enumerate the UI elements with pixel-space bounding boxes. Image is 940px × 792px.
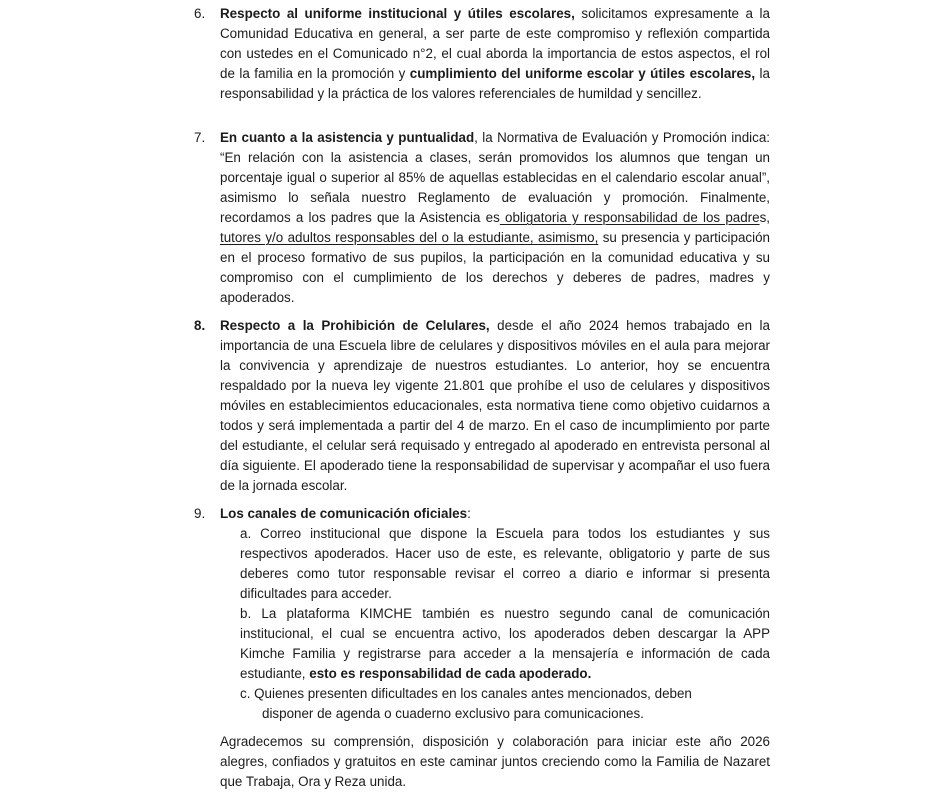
item-7-paragraph: En cuanto a la asistencia y puntualidad, la Normativa de Evaluación y Promoción indica: “En relación con la asistencia a clases, serán promovidos los alumnos que tengan un porcentaje igual o superior al 85% de aquellas establecidas en el calendario escolar anual”, asimismo lo señala nuestro Reglamento de evaluación y promoción. Finalmente, recordamos a los padres que la Asistencia es obligatoria y responsabilidad de los padres, tutores y/o adultos responsables del o la estudiante, asimismo, su presencia y participación en el proceso formativo de sus pupilos, la participación en la comunidad educativa y su compromiso con el cumplimiento de los derechos y deberes de padres, madres y apoderados. — [220, 130, 770, 305]
subitem-b-paragraph: b. La plataforma KIMCHE también es nuestro segundo canal de comunicación institucional, el cual se encuentra activo, los apoderados deben descargar la APP Kimche Familia y registrarse para acceder a la mensajería e información de cada estudiante, esto es responsabilidad de cada apoderado. — [240, 606, 770, 681]
item-8-body — [220, 316, 770, 496]
item-8-paragraph: Respecto a la Prohibición de Celulares, desde el año 2024 hemos trabajado en la importancia de una Escuela libre de celulares y dispositivos móviles en el aula para mejorar la convivencia y aprendizaje de nuestros estudiantes. Lo anterior, hoy se encuentra respaldado por la nueva ley vigente 21.801 que prohíbe el uso de celulares y dispositivos móviles en establecimientos educacionales, esta normativa tiene como objetivo cuidarnos a todos y será implementada a partir del 4 de marzo. En el caso de incumplimiento por parte del estudiante, el celular será requisado y entregado al apoderado en entrevista personal al día siguiente. El apoderado tiene la responsabilidad de supervisar y acompañar el uso fuera de la jornada escolar. — [220, 318, 770, 493]
item-6-body — [220, 4, 770, 104]
item-9-heading: Los canales de comunicación oficiales: — [220, 506, 471, 521]
list-item-9 — [194, 504, 770, 724]
item-number-8: 8. — [194, 318, 206, 333]
list-item-7 — [194, 128, 770, 308]
subitem-a-paragraph: a. Correo institucional que dispone la Escuela para todos los estudiantes y sus respectivos apoderados. Hacer uso de este, es relevante, obligatorio y parte de sus deberes como tutor responsable revisar el correo a diario e informar si presenta dificultades para acceder. — [240, 526, 770, 601]
list-item-6 — [194, 4, 770, 104]
subitem-c-line-2: disponer de agenda o cuaderno exclusivo para comunicaciones. — [262, 706, 644, 721]
item-7-body — [220, 128, 770, 308]
item-9-subitems — [240, 524, 770, 724]
subitem-c-line-1: c. Quienes presenten dificultades en los canales antes mencionados, deben — [240, 686, 692, 701]
item-6-paragraph: Respecto al uniforme institucional y útiles escolares, solicitamos expresamente a la Comunidad Educativa en general, a ser parte de este compromiso y reflexión compartida con ustedes en el Comunicado n°2, el cual aborda la importancia de estos aspectos, el rol de la familia en la promoción y cumplimiento del uniforme escolar y útiles escolares, la responsabilidad y la práctica de los valores referenciales de humildad y sencillez. — [220, 6, 770, 101]
document-page — [194, 4, 770, 792]
item-number-7: 7. — [194, 130, 206, 145]
item-number-6: 6. — [194, 6, 206, 21]
item-9-body — [220, 504, 770, 724]
item-number-9: 9. — [194, 506, 206, 521]
list-item-8 — [194, 316, 770, 496]
closing-paragraph: Agradecemos su comprensión, disposición y colaboración para iniciar este año 2026 alegres, confiados y gratuitos en este caminar juntos creciendo como la Familia de Nazaret que Trabaja, Ora y Reza unida. — [220, 734, 770, 789]
